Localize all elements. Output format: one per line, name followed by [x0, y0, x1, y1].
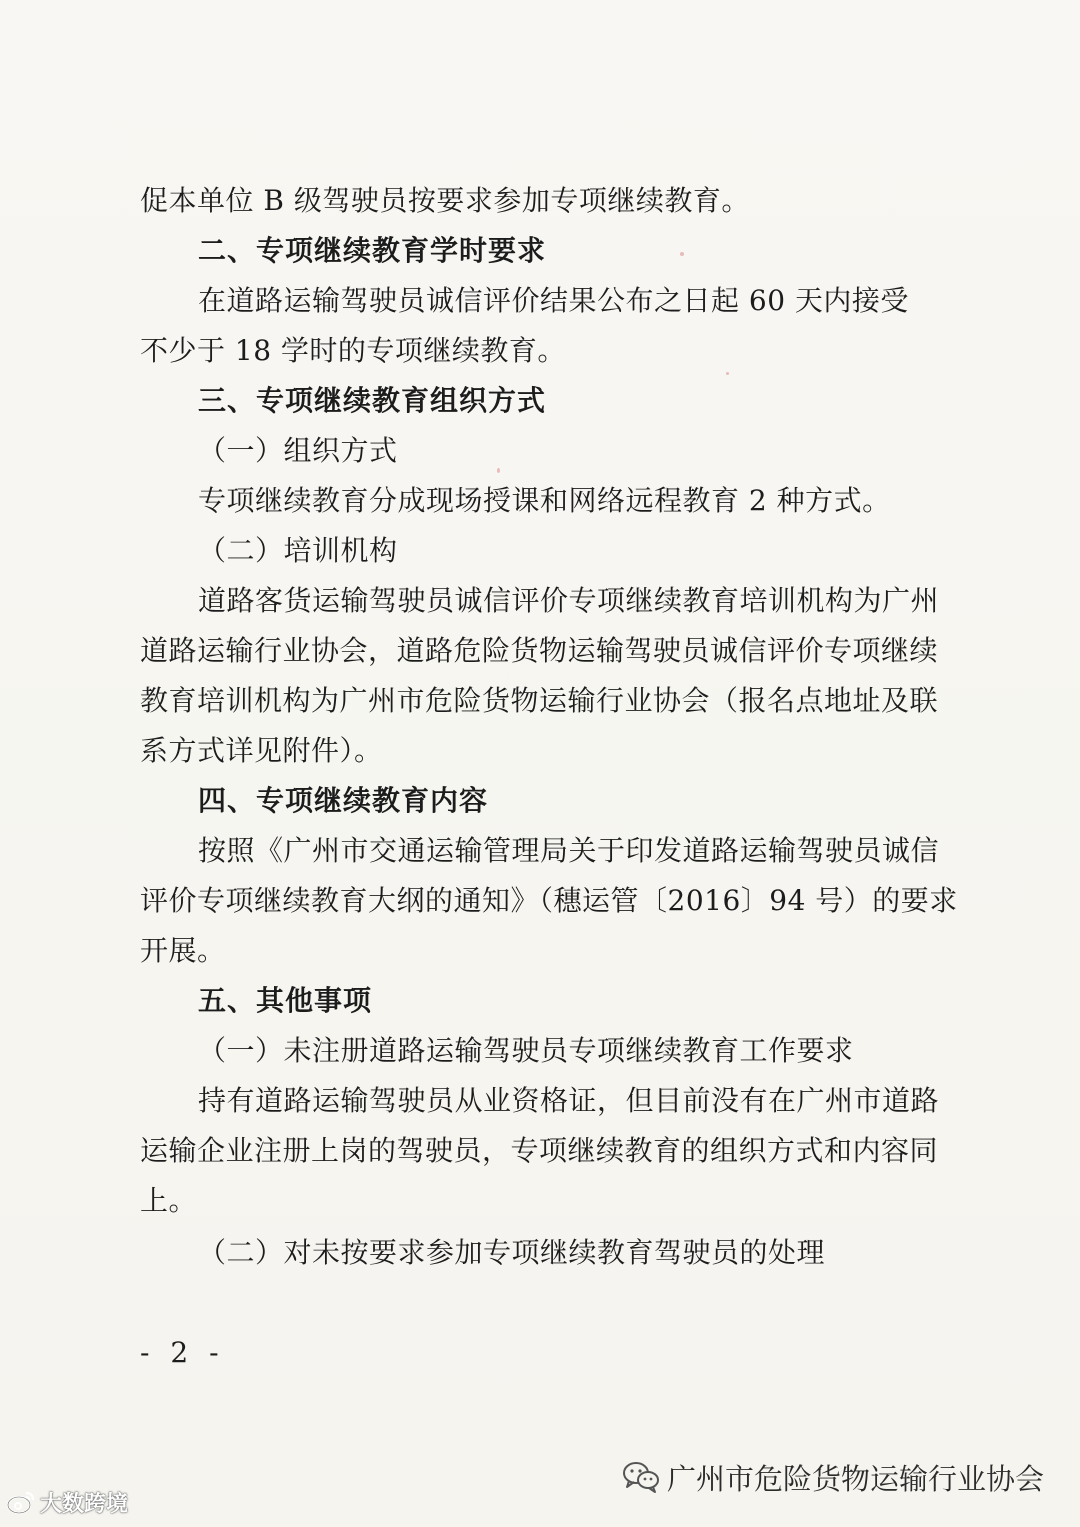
wechat-icon [621, 1460, 661, 1494]
weibo-account-name: 大数跨境 [40, 1491, 129, 1517]
text-line: 按照《广州市交通运输管理局关于印发道路运输驾驶员诚信 [198, 834, 940, 867]
text-line: 持有道路运输驾驶员从业资格证，但目前没有在广州市道路 [198, 1084, 940, 1117]
text-line: 开展。 [140, 934, 226, 967]
text-line: （二）培训机构 [198, 534, 398, 567]
text-line: 评价专项继续教育大纲的通知》（穗运管〔2016〕94 号）的要求 [140, 884, 958, 917]
section-heading: 二、专项继续教育学时要求 [198, 234, 547, 267]
wechat-account-name: 广州市危险货物运输行业协会 [666, 1461, 1044, 1496]
section-heading: 三、专项继续教育组织方式 [198, 384, 547, 417]
section-heading: 四、专项继续教育内容 [198, 784, 489, 817]
text-line: 运输企业注册上岗的驾驶员，专项继续教育的组织方式和内容同 [140, 1134, 939, 1167]
text-line: 教育培训机构为广州市危险货物运输行业协会（报名点地址及联 [140, 684, 939, 717]
weibo-watermark [6, 1486, 128, 1518]
page-number: - 2 - [140, 1336, 225, 1369]
document-body [140, 176, 958, 1278]
text-line: 系方式详见附件）。 [140, 734, 383, 767]
text-line: 上。 [140, 1184, 198, 1217]
text-line: （二）对未按要求参加专项继续教育驾驶员的处理 [198, 1236, 826, 1269]
weibo-icon [6, 1489, 36, 1515]
text-line: 专项继续教育分成现场授课和网络远程教育 2 种方式。 [198, 484, 891, 517]
text-line: 不少于 18 学时的专项继续教育。 [140, 334, 566, 367]
text-line: （一）未注册道路运输驾驶员专项继续教育工作要求 [198, 1034, 854, 1067]
wechat-watermark [621, 1457, 1044, 1497]
text-line: 道路客货运输驾驶员诚信评价专项继续教育培训机构为广州 [198, 584, 940, 617]
text-line: 道路运输行业协会，道路危险货物运输驾驶员诚信评价专项继续 [140, 634, 939, 667]
text-line: 在道路运输驾驶员诚信评价结果公布之日起 60 天内接受 [198, 284, 909, 317]
text-line: 促本单位 B 级驾驶员按要求参加专项继续教育。 [140, 184, 750, 217]
text-line: （一）组织方式 [198, 434, 398, 467]
section-heading: 五、其他事项 [198, 984, 373, 1017]
